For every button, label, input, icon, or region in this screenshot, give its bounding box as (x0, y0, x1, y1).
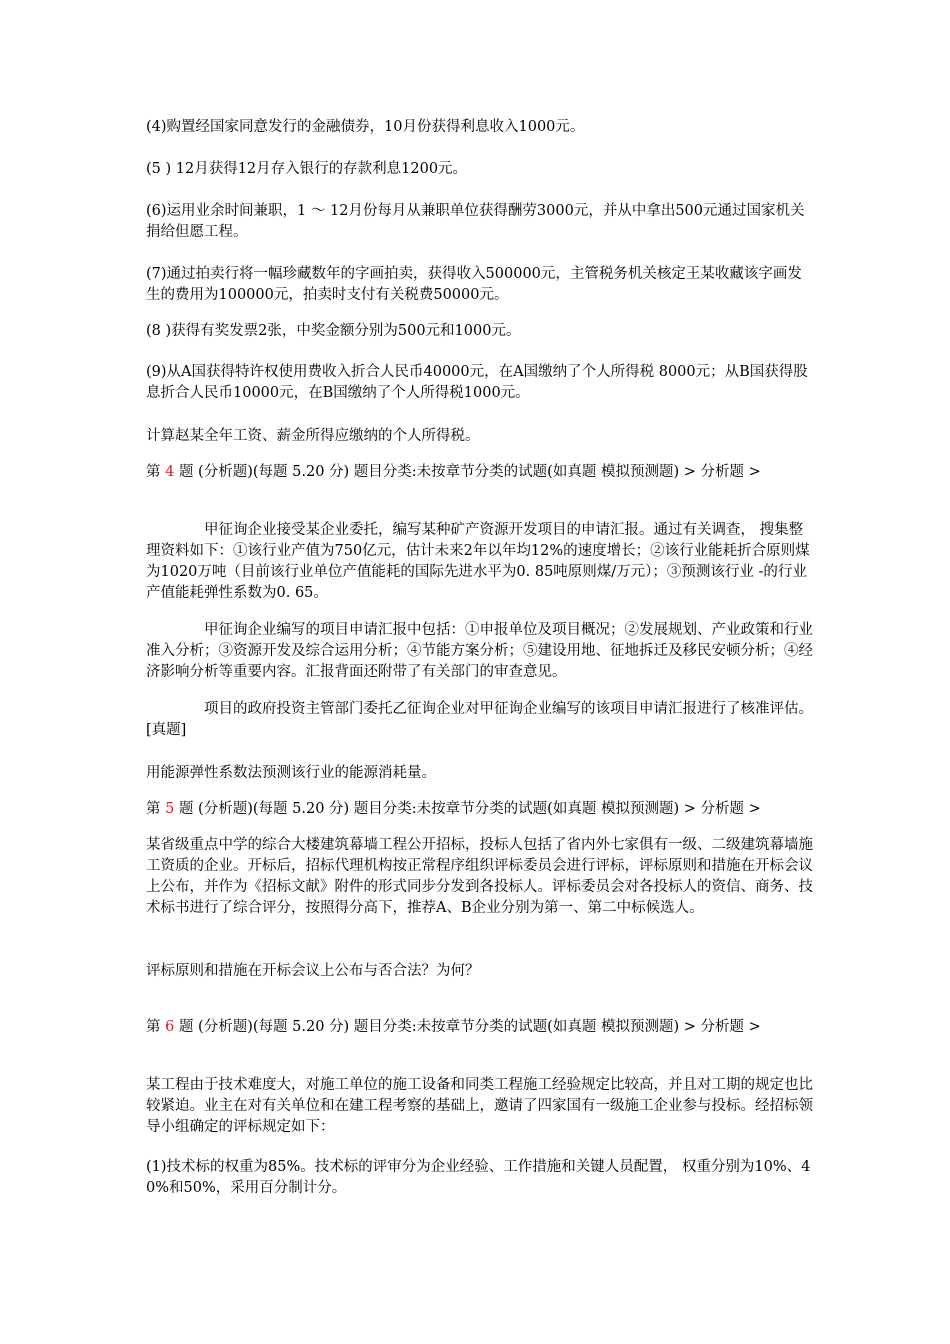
question-5-suffix: 题 (分析题)(每题 5.20 分) 题目分类:未按章节分类的试题(如真题 模拟预测题) > 分析题 > (174, 801, 761, 817)
item-8: (8 )获得有奖发票2张，中奖金额分别为500元和1000元。 (146, 323, 521, 339)
question-4-suffix: 题 (分析题)(每题 5.20 分) 题目分类:未按章节分类的试题(如真题 模拟预测题) > 分析题 > (174, 464, 761, 480)
question-3-prompt: 计算赵某全年工资、薪金所得应缴纳的个人所得税。 (146, 428, 480, 444)
question-6-suffix: 题 (分析题)(每题 5.20 分) 题目分类:未按章节分类的试题(如真题 模拟预测题) > 分析题 > (174, 1019, 761, 1035)
item-9: (9)从A国获得特许权使用费收入折合人民币40000元，在A国缴纳了个人所得税 8000元；从B国获得股息折合人民币10000元，在B国缴纳了个人所得税1000元。 (146, 364, 808, 401)
question-4-para-1: 甲征询企业接受某企业委托，编写某种矿产资源开发项目的申请汇报。通过有关调查， 搜集整理资料如下：①该行业产值为750亿元，估计未来2年以年均12%的速度增长；②该行业能耗折合原则煤为1020万吨（目前该行业单位产值能耗的国际先进水平为0. 85吨原则煤/万元）；③预测该行业 -的行业产值能耗弹性系数为0. 65。 (146, 522, 810, 601)
question-5-body: 某省级重点中学的综合大楼建筑幕墙工程公开招标，投标人包括了省内外七家俱有一级、二级建筑幕墙施工资质的企业。开标后，招标代理机构按正常程序组织评标委员会进行评标，评标原则和措施在开标会议上公布，并作为《招标文献》附件的形式同步分发到各投标人。评标委员会对各投标人的资信、商务、技术标书进行了综合评分，按照得分高下，推荐A、B企业分别为第一、第二中标候选人。 (146, 837, 813, 916)
item-7: (7)通过拍卖行将一幅珍藏数年的字画拍卖，获得收入500000元，主管税务机关核定王某收藏该字画发生的费用为100000元，拍卖时支付有关税费50000元。 (146, 266, 802, 303)
question-4-prompt: 用能源弹性系数法预测该行业的能源消耗量。 (146, 765, 436, 781)
item-5: (5 ) 12月获得12月存入银行的存款利息1200元。 (146, 161, 468, 177)
question-5-number: 5 (165, 801, 175, 817)
question-4-header (146, 462, 814, 483)
item-6: (6)运用业余时间兼职，1 ～ 12月份每月从兼职单位获得酬劳3000元，并从中拿出500元通过国家机关捐给但愿工程。 (146, 203, 805, 240)
question-5-header (146, 799, 814, 820)
question-4-para-3: 项目的政府投资主管部门委托乙征询企业对甲征询企业编写的该项目申请汇报进行了核准评估。[真题] (146, 701, 813, 738)
question-6-number: 6 (165, 1019, 175, 1035)
question-6-header (146, 1017, 814, 1038)
question-5-prefix: 第 (146, 801, 166, 817)
item-4: (4)购置经国家同意发行的金融债券，10月份获得利息收入1000元。 (146, 119, 585, 135)
question-4-prefix: 第 (146, 464, 166, 480)
question-5-prompt: 评标原则和措施在开标会议上公布与否合法？为何？ (146, 963, 480, 979)
question-6-body: 某工程由于技术难度大，对施工单位的施工设备和同类工程施工经验规定比较高，并且对工期的规定也比较紧迫。业主在对有关单位和在建工程考察的基础上，邀请了四家国有一级施工企业参与投标。经招标领导小组确定的评标规定如下： (146, 1077, 813, 1135)
question-6-prefix: 第 (146, 1019, 166, 1035)
question-6-item-1: (1)技术标的权重为85%。技术标的评审分为企业经验、工作措施和关键人员配置， 权重分别为10%、40%和50%，采用百分制计分。 (146, 1159, 811, 1196)
question-4-number: 4 (165, 464, 175, 480)
question-4-para-2: 甲征询企业编写的项目申请汇报中包括：①申报单位及项目概况；②发展规划、产业政策和行业准入分析；③资源开发及综合运用分析；④节能方案分析；⑤建设用地、征地拆迁及移民安顿分析；④经济影响分析等重要内容。汇报背面还附带了有关部门的审查意见。 (146, 622, 813, 680)
